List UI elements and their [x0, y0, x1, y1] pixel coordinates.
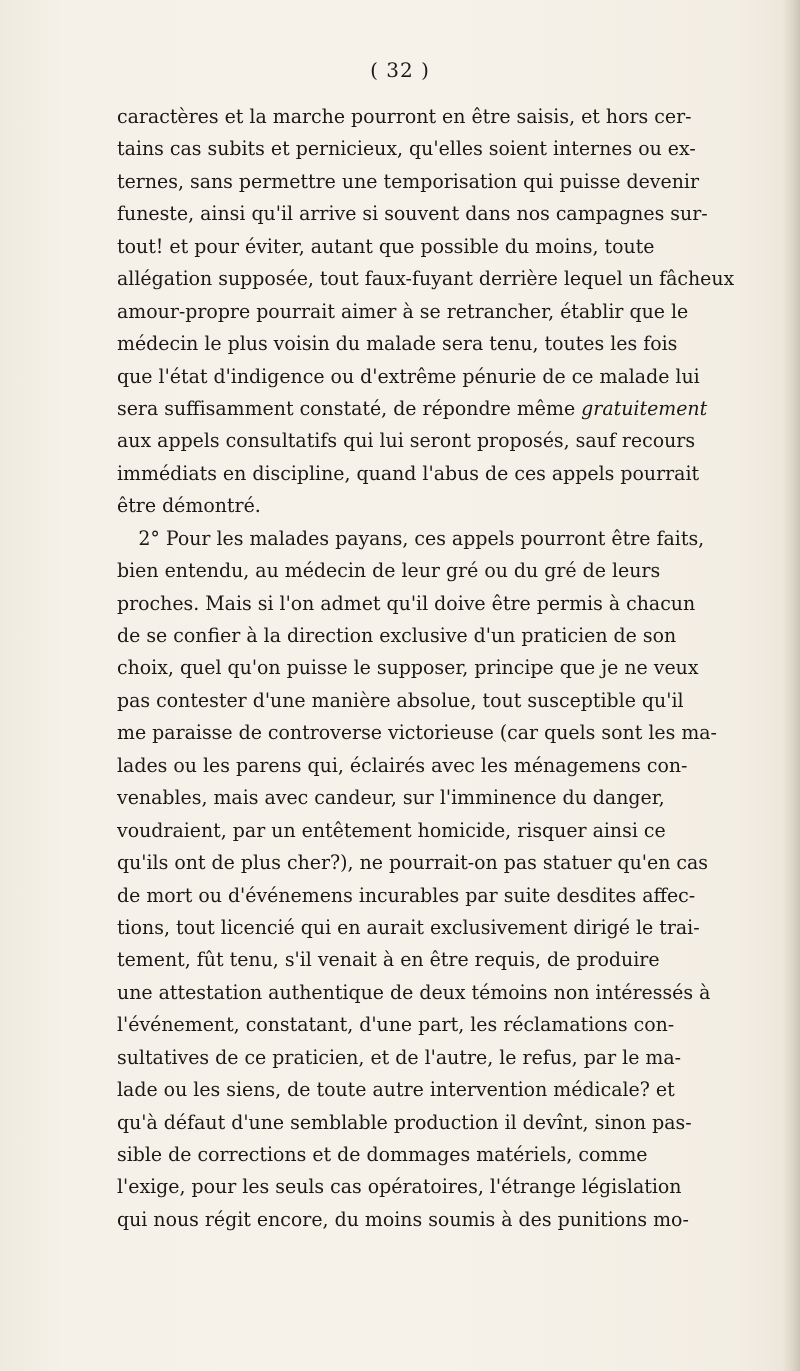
text-line: sultatives de ce praticien, et de l'autre, le refus, par le ma-: [117, 1045, 682, 1069]
paragraph-start-line: 2° Pour les malades payans, ces appels pourront être faits,: [138, 526, 705, 550]
text-line: me paraisse de controverse victorieuse (car quels sont les ma-: [117, 721, 717, 745]
text-line: sible de corrections et de dommages matériels, comme: [117, 1143, 648, 1166]
text-line: tains cas subits et pernicieux, qu'elles soient internes ou ex-: [117, 137, 696, 161]
text-line: une attestation authentique de deux témoins non intéressés à: [117, 980, 711, 1004]
text-line: immédiats en discipline, quand l'abus de ces appels pourrait: [117, 461, 700, 485]
text-line: proches. Mais si l'on admet qu'il doive être permis à chacun: [117, 591, 696, 615]
text-line: choix, quel qu'on puisse le supposer, principe que je ne veux: [117, 656, 699, 680]
text-line: lades ou les parens qui, éclairés avec les ménagemens con-: [117, 753, 688, 777]
text-line: tout! et pour éviter, autant que possible du moins, toute: [117, 234, 655, 258]
text-line: tement, fût tenu, s'il venait à en être requis, de produire: [117, 948, 660, 972]
page-number: ( 32 ): [370, 58, 430, 82]
text-line: de mort ou d'événemens incurables par suite desdites affec-: [117, 883, 696, 907]
text-line: bien entendu, au médecin de leur gré ou du gré de leurs: [117, 559, 661, 583]
body-text: [117, 101, 797, 1236]
text-line: être démontré.: [117, 494, 261, 518]
text-line: sera suffisamment constaté, de répondre même gratuitement: [117, 396, 708, 420]
text-line: venables, mais avec candeur, sur l'imminence du danger,: [117, 786, 665, 810]
text-line: funeste, ainsi qu'il arrive si souvent dans nos campagnes sur-: [117, 202, 708, 226]
text-line: lade ou les siens, de toute autre intervention médicale? et: [117, 1078, 675, 1102]
text-line: médecin le plus voisin du malade sera tenu, toutes les fois: [117, 332, 678, 356]
text-line: qu'à défaut d'une semblable production il devînt, sinon pas-: [117, 1110, 692, 1134]
text-line: aux appels consultatifs qui lui seront proposés, sauf recours: [117, 429, 696, 453]
text-line: l'événement, constatant, d'une part, les réclamations con-: [117, 1013, 675, 1037]
text-line: caractères et la marche pourront en être saisis, et hors cer-: [117, 105, 692, 128]
text-line: amour-propre pourrait aimer à se retrancher, établir que le: [117, 299, 689, 323]
text-line: ternes, sans permettre une temporisation qui puisse devenir: [117, 169, 699, 193]
text-line: voudraient, par un entêtement homicide, risquer ainsi ce: [117, 818, 666, 842]
text-line: qui nous régit encore, du moins soumis à des punitions mo-: [117, 1207, 689, 1231]
text-line: de se confier à la direction exclusive d'un praticien de son: [117, 624, 677, 647]
text-line: l'exige, pour les seuls cas opératoires, l'étrange législation: [117, 1175, 682, 1199]
text-line: pas contester d'une manière absolue, tout susceptible qu'il: [117, 688, 684, 712]
text-line: tions, tout licencié qui en aurait exclusivement dirigé le trai-: [117, 915, 700, 939]
text-line: que l'état d'indigence ou d'extrême pénurie de ce malade lui: [117, 364, 700, 388]
text-line: allégation supposée, tout faux-fuyant derrière lequel un fâcheux: [117, 267, 735, 291]
italic-word: gratuitement: [581, 396, 708, 420]
text-line: qu'ils ont de plus cher?), ne pourrait-on pas statuer qu'en cas: [117, 851, 709, 875]
